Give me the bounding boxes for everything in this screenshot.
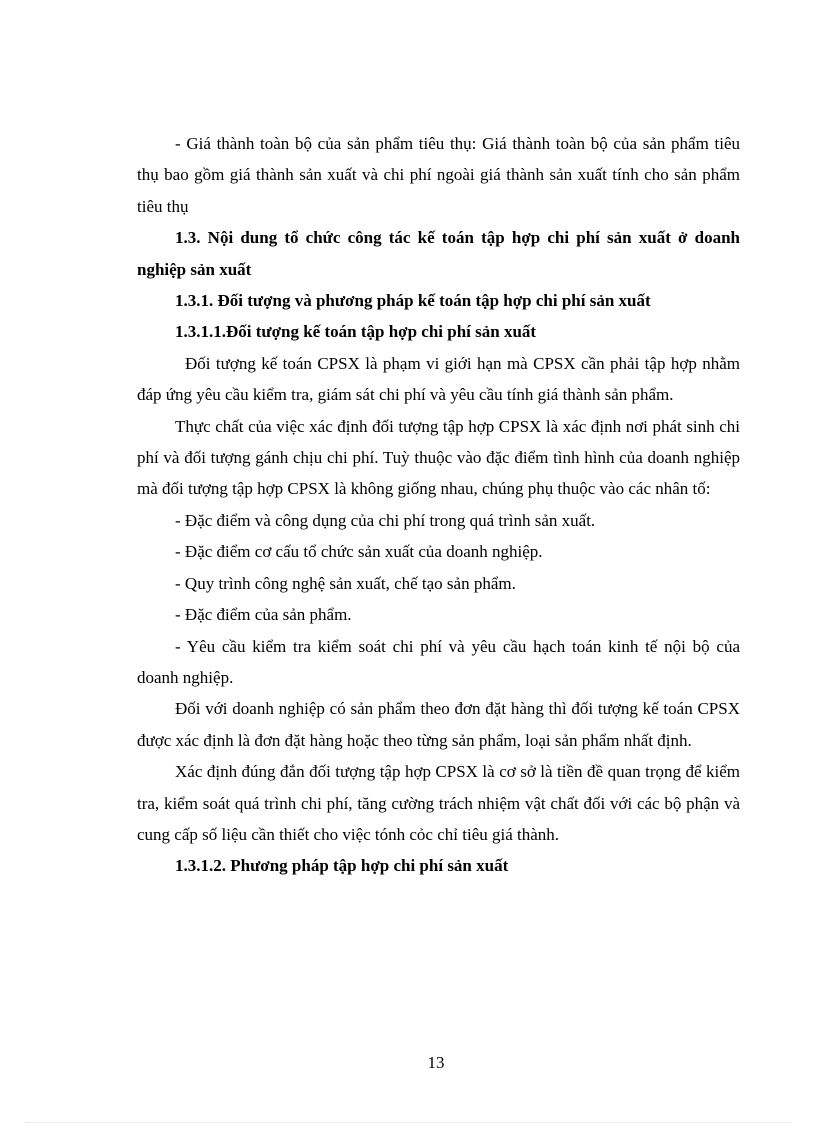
heading-1-3-1-2: 1.3.1.2. Phương pháp tập hợp chi phí sản xuất [175, 856, 509, 876]
page-number: 13 [427, 1053, 445, 1072]
paragraph-essence: Thực chất của việc xác định đối tượng tập hợp CPSX là xác định nơi phát sinh chi phí và đối tượng gánh chịu chi phí. Tuỳ thuộc vào đặc điểm tình hình của doanh nghiệp mà đối tượng tập hợp CPSX là không giống nhau, chúng phụ thuộc vào các nhân tố: [137, 416, 740, 499]
list-item: - Quy trình công nghệ sản xuất, chế tạo sản phẩm. [175, 573, 516, 593]
heading-1-3: 1.3. Nội dung tổ chức công tác kế toán tập hợp chi phí sản xuất ở doanh nghiệp sản xuất [137, 228, 740, 279]
heading-1-3-1-1: 1.3.1.1.Đối tượng kế toán tập hợp chi phí sản xuất [175, 322, 537, 342]
paragraph-order-based: Đối với doanh nghiệp có sản phẩm theo đơn đặt hàng thì đối tượng kế toán CPSX được xác định là đơn đặt hàng hoặc theo từng sản phẩm, loại sản phẩm nhất định. [137, 699, 740, 750]
list-item: - Yêu cầu kiểm tra kiểm soát chi phí và yêu cầu hạch toán kinh tế nội bộ của doanh nghiệp. [137, 636, 740, 687]
paragraph-importance: Xác định đúng đắn đối tượng tập hợp CPSX là cơ sở là tiền đề quan trọng để kiểm tra, kiểm soát quá trình chi phí, tăng cường trách nhiệm vật chất đối với các bộ phận và cung cấp số liệu cần thiết cho việc tónh cỏc chỉ tiêu giá thành. [137, 762, 740, 844]
paragraph-total-cost: - Giá thành toàn bộ của sản phẩm tiêu thụ: Giá thành toàn bộ của sản phẩm tiêu thụ bao gồm giá thành sản xuất và chi phí ngoài giá thành sản xuất tính cho sản phẩm tiêu thụ [137, 134, 740, 216]
list-item: - Đặc điểm và công dụng của chi phí trong quá trình sản xuất. [175, 510, 596, 530]
paragraph-object-definition: Đối tượng kế toán CPSX là phạm vi giới hạn mà CPSX cần phải tập hợp nhằm đáp ứng yêu cầu kiểm tra, giám sát chi phí và yêu cầu tính giá thành sản phẩm. [137, 353, 740, 405]
list-item: - Đặc điểm của sản phẩm. [175, 605, 352, 625]
document-body [137, 128, 740, 882]
heading-1-3-1: 1.3.1. Đối tượng và phương pháp kế toán tập hợp chi phí sản xuất [175, 291, 651, 311]
list-item: - Đặc điểm cơ cấu tổ chức sản xuất của doanh nghiệp. [175, 542, 543, 562]
